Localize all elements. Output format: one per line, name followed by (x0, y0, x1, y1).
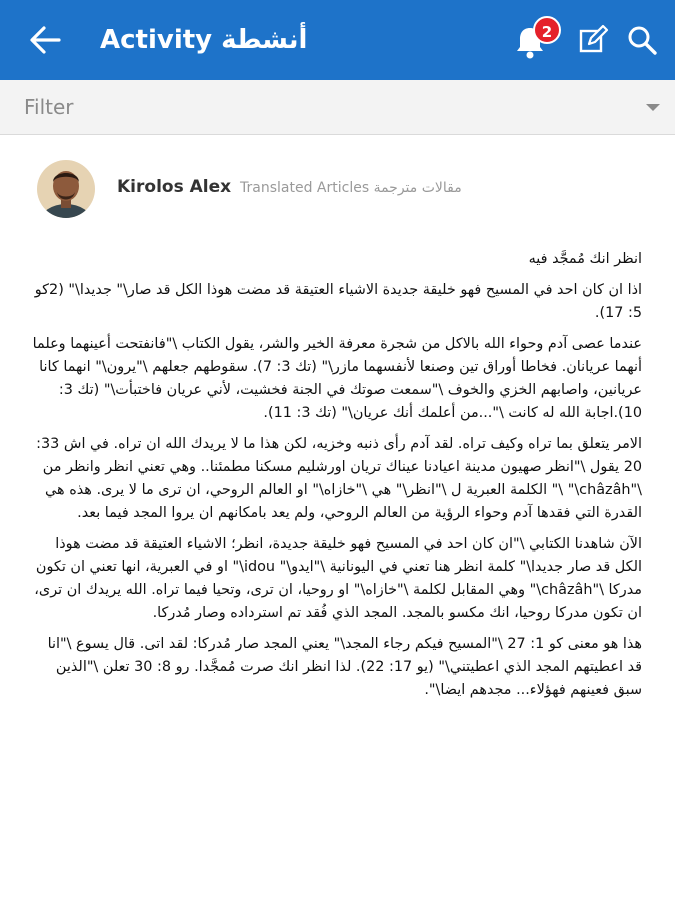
author-name[interactable]: Kirolos Alex (117, 177, 232, 197)
search-icon (626, 24, 658, 56)
app-bar (0, 0, 675, 80)
page-title: Activity أنشطة (100, 25, 308, 55)
article-paragraph: عندما عصى آدم وحواء الله بالاكل من شجرة معرفة الخير والشر، يقول الكتاب \"فانفتحت أعينهما وعلما أنهما عريانان. فخاطا أوراق تين وصنعا لأنفسهما مازر\" (تك 3: 7). سقوطهم جعلهم \"يرون\" انهما كانا عريانين، واصابهم الخزي والخوف \"سمعت صوتك في الجنة فخشيت، لأني عريان فاختبأت\" (تك 3: 10).اجابة الله له كانت \"...من أعلمك أنك عريان\" (تك 3: 11). (32, 336, 642, 421)
notification-badge: 2 (533, 16, 561, 44)
search-button[interactable] (626, 24, 658, 56)
filter-label: Filter (24, 95, 74, 119)
article-paragraph: اذا ان كان احد في المسيح فهو خليقة جديدة الاشياء العتيقة قد مضت هوذا الكل قد صار\" جديدا\" (2كو 5: 17). (34, 282, 642, 321)
avatar[interactable] (37, 160, 95, 218)
compose-button[interactable] (577, 24, 609, 56)
compose-icon (577, 24, 609, 56)
post-category[interactable]: Translated Articles مقالات مترجمة (240, 180, 462, 196)
article-paragraph: هذا هو معنى كو 1: 27 \"المسيح فيكم رجاء المجد\" يعني المجد صار مُدركا: لقد اتى. قال يسوع \"انا قد اعطيتهم المجد الذي اعطيتني\" (يو 17: 22). لذا انظر انك صرت مُمجَّدا. رو 8: 30 تعلن \"الذين سبق فعينهم فهؤلاء... مجدهم ايضا\". (47, 636, 642, 698)
avatar-photo-icon (37, 160, 95, 218)
article-paragraph: الآن شاهدنا الكتابي \"ان كان احد في المسيح فهو خليقة جديدة، انظر؛ الاشياء العتيقة قد مضت هوذا الكل قد صار جديدا\" كلمة انظر هنا تعني في اليونانية \"ايدو\" idou\" او في العبرية، انها تعني ان تكون مدركا \"châzâh\" وهي المقابل لكلمة \"خازاه\" او روحيا، ان ترى، وتحيا فيما تراه. الله يريدك ان ترى، ان تكون مدركا روحيا، انك مكسو بالمجد. المجد الذي فُقد تم استرداده وصار مُدركا. (34, 536, 642, 621)
post-header (0, 150, 675, 230)
arrow-back-icon (28, 24, 64, 56)
article-body (30, 248, 642, 710)
article-paragraph: انظر انك مُمجَّد فيه (528, 251, 642, 267)
back-button[interactable] (28, 24, 64, 56)
chevron-down-icon (646, 104, 660, 111)
filter-dropdown[interactable] (0, 80, 675, 135)
article-paragraph: الامر يتعلق بما تراه وكيف تراه. لقد آدم رأى ذنبه وخزيه، لكن هذا ما لا يريدك الله ان تراه. في اش 33: 20 يقول \"انظر صهيون مدينة اعيادنا عيناك تريان اورشليم مسكنا مطمئنا.. وهي تعني انظر وانظر من \"châzâh\" \" الكلمة العبرية ل \"انظر\" هي \"خازاه\" او العالم الروحي، ان ترى ما لا يرى. هذه هي القدرة التي فقدها آدم وحواء الرؤية من العالم الروحي، ولم يعد بامكانهم ان يروا المجد فيما بعد. (36, 436, 642, 521)
